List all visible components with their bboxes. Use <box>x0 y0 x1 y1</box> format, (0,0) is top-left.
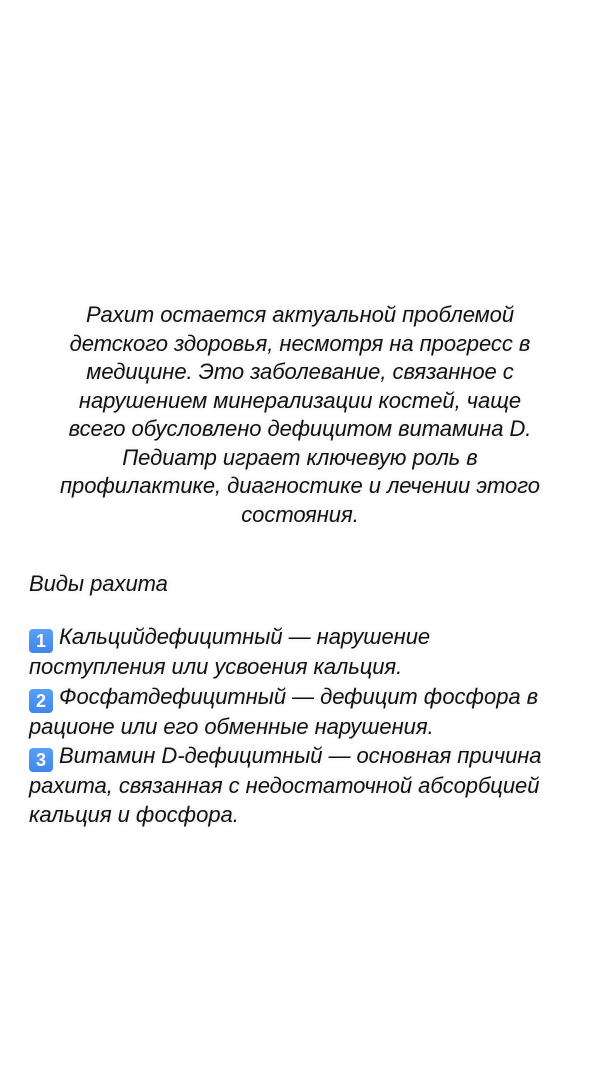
list-item-line <box>29 623 577 653</box>
list-item-line: рационе или его обменные нарушения. <box>29 713 434 739</box>
keycap-3-icon: 3 <box>29 748 53 772</box>
keycap-1-icon: 1 <box>29 629 53 653</box>
list-item-line <box>29 742 577 772</box>
list-item-line: рахита, связанная с недостаточной абсорбцией <box>29 773 540 798</box>
list-item-text: Кальцийдефицитный — нарушение <box>59 624 431 649</box>
list-item-line: поступления или усвоения кальция. <box>29 654 403 679</box>
intro-line: Рахит остается актуальной проблемой <box>85 302 515 327</box>
intro-line: профилактике, диагностике и лечении этого <box>60 473 540 498</box>
list-item <box>29 683 577 742</box>
list-item-text: Фосфатдефицитный — дефицит фосфора в <box>59 683 539 709</box>
intro-paragraph <box>26 301 574 529</box>
intro-line: Педиатр играет ключевую роль в <box>122 444 478 470</box>
list-item-text: Витамин D-дефицитный — основная причина <box>59 743 542 768</box>
list-item <box>29 623 577 682</box>
intro-line: медицине. Это заболевание, связанное с <box>86 359 514 384</box>
list-item <box>29 742 577 829</box>
intro-line: состояния. <box>241 501 359 527</box>
rickets-types-list <box>29 623 577 830</box>
intro-line: детского здоровья, несмотря на прогресс в <box>69 330 531 356</box>
intro-line: всего обусловлено дефицитом витамина D. <box>68 416 532 441</box>
intro-line: нарушением минерализации костей, чаще <box>78 387 522 413</box>
list-item-line: кальция и фосфора. <box>29 801 239 827</box>
section-heading: Виды рахита <box>29 571 168 596</box>
keycap-2-icon: 2 <box>29 689 53 713</box>
list-item-line <box>29 683 577 713</box>
